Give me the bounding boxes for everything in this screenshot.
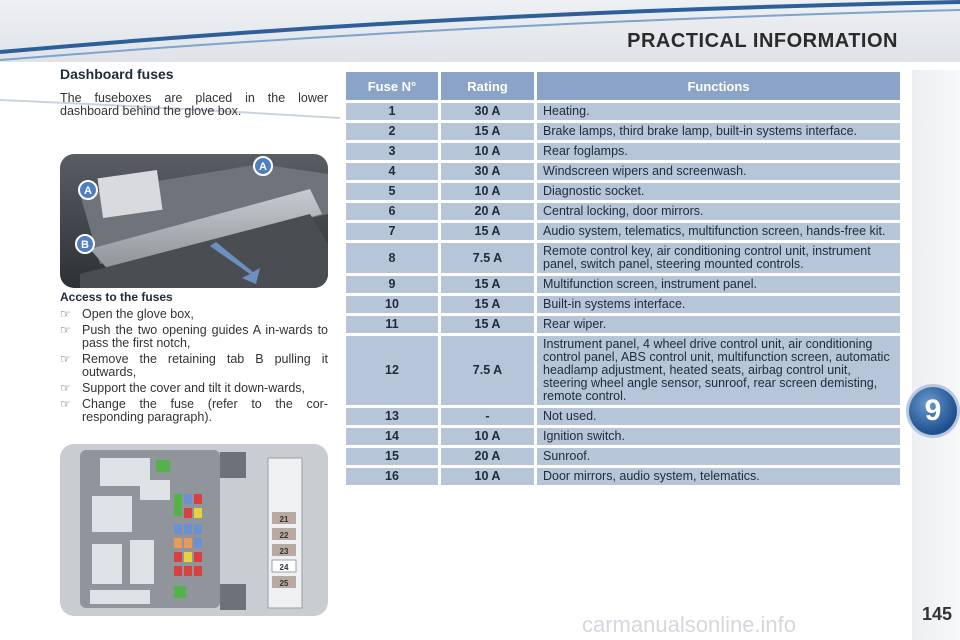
step-item xyxy=(60,324,328,350)
rating-cell: 15 A xyxy=(438,296,534,313)
fuse-table xyxy=(346,69,900,488)
rating-cell: 15 A xyxy=(438,223,534,240)
fuse-table-body xyxy=(346,103,900,485)
chapter-badge: 9 xyxy=(909,387,957,435)
fuse-number-cell: 13 xyxy=(346,408,438,425)
fuse-number-cell: 11 xyxy=(346,316,438,333)
fuse-number-cell: 10 xyxy=(346,296,438,313)
functions-cell: Door mirrors, audio system, telematics. xyxy=(534,468,900,485)
fuse-number-cell: 12 xyxy=(346,336,438,405)
rating-cell: 7.5 A xyxy=(438,336,534,405)
step-item xyxy=(60,308,328,321)
photo-label-b: B xyxy=(81,239,89,251)
rating-cell: 30 A xyxy=(438,163,534,180)
table-row xyxy=(346,243,900,273)
pointer-icon: ☞ xyxy=(60,397,71,411)
step-text: Support the cover and tilt it down-wards, xyxy=(82,381,306,395)
diagram-label-23: 23 xyxy=(279,547,289,556)
functions-cell: Remote control key, air conditioning control unit, instrument panel, switch panel, steering mounted controls. xyxy=(534,243,900,273)
rating-cell: 7.5 A xyxy=(438,243,534,273)
fuse-number-cell: 1 xyxy=(346,103,438,120)
diagram-label-21: 21 xyxy=(279,515,289,524)
functions-cell: Not used. xyxy=(534,408,900,425)
step-text: Remove the retaining tab B pulling it outwards, xyxy=(82,352,328,379)
rating-cell: 10 A xyxy=(438,143,534,160)
table-row xyxy=(346,428,900,445)
rating-cell: 20 A xyxy=(438,448,534,465)
page-header-title: PRACTICAL INFORMATION xyxy=(627,30,898,52)
rating-cell: 20 A xyxy=(438,203,534,220)
diagram-label-22: 22 xyxy=(279,531,289,540)
functions-cell: Rear wiper. xyxy=(534,316,900,333)
table-row xyxy=(346,123,900,140)
fusebox-diagram xyxy=(60,444,328,616)
table-row xyxy=(346,276,900,293)
step-item xyxy=(60,353,328,379)
fuse-number-cell: 9 xyxy=(346,276,438,293)
functions-cell: Central locking, door mirrors. xyxy=(534,203,900,220)
fuse-number-cell: 15 xyxy=(346,448,438,465)
functions-cell: Multifunction screen, instrument panel. xyxy=(534,276,900,293)
table-row xyxy=(346,183,900,200)
page-number: 145 xyxy=(922,604,953,624)
functions-cell: Audio system, telematics, multifunction screen, hands-free kit. xyxy=(534,223,900,240)
rating-cell: 30 A xyxy=(438,103,534,120)
functions-cell: Rear foglamps. xyxy=(534,143,900,160)
table-row xyxy=(346,223,900,240)
rating-cell: 10 A xyxy=(438,183,534,200)
fuse-number-cell: 5 xyxy=(346,183,438,200)
functions-cell: Instrument panel, 4 wheel drive control unit, air conditioning control panel, ABS control unit, multifunction screen, automatic headlamp adjustment, heated seats, airbag control unit, steering wheel angle sensor, sunroof, rear screen demisting, remote control. xyxy=(534,336,900,405)
section-title: Dashboard fuses xyxy=(60,66,174,82)
table-row xyxy=(346,448,900,465)
header-rating: Rating xyxy=(438,72,534,100)
pointer-icon: ☞ xyxy=(60,307,71,321)
photo-label-a1: A xyxy=(84,185,92,197)
fuse-number-cell: 16 xyxy=(346,468,438,485)
table-row xyxy=(346,336,900,405)
diagram-label-25: 25 xyxy=(279,579,289,588)
fuse-number-cell: 2 xyxy=(346,123,438,140)
table-row xyxy=(346,103,900,120)
rating-cell: 10 A xyxy=(438,428,534,445)
rating-cell: - xyxy=(438,408,534,425)
pointer-icon: ☞ xyxy=(60,352,71,366)
table-row xyxy=(346,163,900,180)
rating-cell: 15 A xyxy=(438,276,534,293)
header-fuse-no: Fuse N° xyxy=(346,72,438,100)
table-row xyxy=(346,408,900,425)
step-text: Push the two opening guides A in-wards to pass the first notch, xyxy=(82,323,328,350)
pointer-icon: ☞ xyxy=(60,323,71,337)
table-row xyxy=(346,143,900,160)
step-text: Open the glove box, xyxy=(82,307,194,321)
table-row xyxy=(346,316,900,333)
rating-cell: 15 A xyxy=(438,316,534,333)
functions-cell: Heating. xyxy=(534,103,900,120)
table-row xyxy=(346,203,900,220)
intro-paragraph: The fuseboxes are placed in the lower dashboard behind the glove box. xyxy=(60,91,328,118)
pointer-icon: ☞ xyxy=(60,381,71,395)
step-text: Change the fuse (refer to the cor-responding paragraph). xyxy=(82,397,328,424)
fuse-number-cell: 6 xyxy=(346,203,438,220)
watermark: carmanualsonline.info xyxy=(582,612,797,637)
fuse-number-cell: 4 xyxy=(346,163,438,180)
functions-cell: Sunroof. xyxy=(534,448,900,465)
diagram-label-24: 24 xyxy=(279,563,289,572)
functions-cell: Windscreen wipers and screenwash. xyxy=(534,163,900,180)
table-row xyxy=(346,296,900,313)
photo-label-a2: A xyxy=(259,161,267,173)
fuse-number-cell: 14 xyxy=(346,428,438,445)
functions-cell: Built-in systems interface. xyxy=(534,296,900,313)
rating-cell: 15 A xyxy=(438,123,534,140)
functions-cell: Diagnostic socket. xyxy=(534,183,900,200)
fuse-number-cell: 7 xyxy=(346,223,438,240)
step-item xyxy=(60,382,328,395)
access-instructions xyxy=(60,291,328,427)
access-title: Access to the fuses xyxy=(60,290,173,304)
table-row xyxy=(346,468,900,485)
rating-cell: 10 A xyxy=(438,468,534,485)
functions-cell: Brake lamps, third brake lamp, built-in systems interface. xyxy=(534,123,900,140)
fuse-number-cell: 3 xyxy=(346,143,438,160)
step-item xyxy=(60,398,328,424)
chapter-strip xyxy=(912,70,960,640)
glovebox-photo xyxy=(60,154,328,288)
header-functions: Functions xyxy=(534,72,900,100)
table-header-row xyxy=(346,72,900,100)
fuse-number-cell: 8 xyxy=(346,243,438,273)
functions-cell: Ignition switch. xyxy=(534,428,900,445)
